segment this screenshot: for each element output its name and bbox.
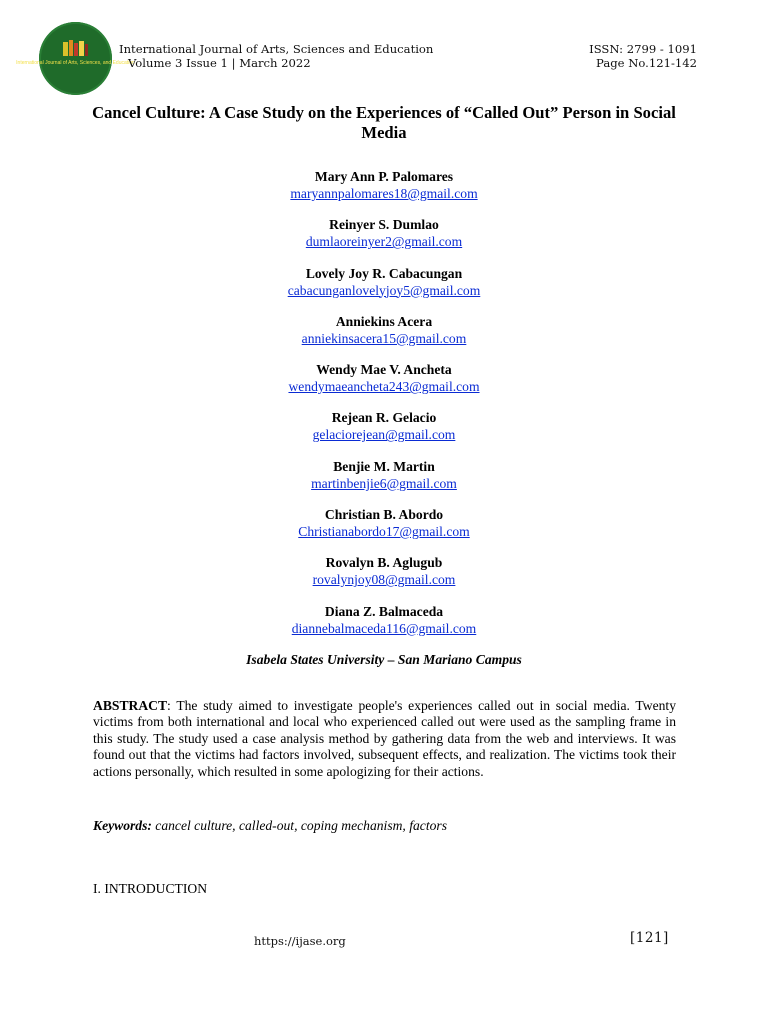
author-email-link[interactable]: cabacunganlovelyjoy5@gmail.com bbox=[287, 282, 481, 298]
author-email-link[interactable]: maryannpalomares18@gmail.com bbox=[290, 186, 478, 201]
author-email-link[interactable]: Christianabordo17@gmail.com bbox=[298, 524, 470, 540]
journal-logo bbox=[16, 22, 135, 95]
author-entry bbox=[0, 410, 768, 458]
author-email-link[interactable]: martinbenjie6@gmail.com bbox=[311, 475, 457, 491]
author-entry bbox=[0, 217, 768, 265]
author-entry bbox=[0, 555, 768, 603]
author-name: Anniekins Acera bbox=[335, 313, 433, 329]
paper-title: Cancel Culture: A Case Study on the Experiences of “Called Out” Person in Social Media bbox=[92, 103, 676, 142]
author-entry bbox=[0, 266, 768, 314]
author-email-link[interactable]: rovalynjoy08@gmail.com bbox=[312, 572, 456, 588]
author-name: Reinyer S. Dumlao bbox=[329, 217, 439, 233]
author-email-link[interactable]: diannebalmaceda116@gmail.com bbox=[291, 620, 477, 636]
abstract bbox=[93, 698, 676, 780]
keywords-text: cancel culture, called-out, coping mechanism, factors bbox=[151, 818, 447, 833]
abstract-text: : The study aimed to investigate people's experiences called out in social media. Twenty victims from both international and local who experienced called out were used as the sampling frame in this study. The study used a case analysis method by gathering data from the web and interviews. It was found out that the victims had factors involved, subsequent effects, and realization. The victims took their actions personally, which resulted in some apologizing for their actions. bbox=[93, 698, 676, 779]
journal-header-right bbox=[589, 42, 697, 70]
author-name: Benjie M. Martin bbox=[333, 458, 435, 474]
author-name: Rovalyn B. Aglugub bbox=[325, 555, 443, 571]
author-entry bbox=[0, 314, 768, 362]
journal-pages: Page No.121-142 bbox=[596, 56, 697, 70]
journal-issn: ISSN: 2799 - 1091 bbox=[589, 42, 697, 56]
affiliation: Isabela States University – San Mariano Campus bbox=[246, 652, 522, 667]
author-entry bbox=[0, 362, 768, 410]
author-entry bbox=[0, 169, 768, 217]
footer-url-link[interactable]: https://ijase.org bbox=[254, 934, 346, 948]
author-entry bbox=[0, 507, 768, 555]
journal-name: International Journal of Arts, Sciences and Education bbox=[119, 42, 434, 56]
keywords bbox=[93, 818, 447, 834]
section-heading: I. INTRODUCTION bbox=[93, 881, 208, 896]
author-name: Diana Z. Balmaceda bbox=[324, 603, 444, 619]
author-email-link[interactable]: anniekinsacera15@gmail.com bbox=[301, 330, 467, 346]
author-name: Wendy Mae V. Ancheta bbox=[316, 362, 452, 378]
author-entry bbox=[0, 604, 768, 652]
author-email-link[interactable]: dumlaoreinyer2@gmail.com bbox=[305, 234, 463, 250]
abstract-label: ABSTRACT bbox=[93, 698, 168, 713]
author-list bbox=[0, 169, 768, 652]
author-name: Rejean R. Gelacio bbox=[331, 410, 437, 426]
author-name: Mary Ann P. Palomares bbox=[314, 169, 454, 184]
author-email-link[interactable]: gelaciorejean@gmail.com bbox=[312, 427, 456, 443]
author-email-link[interactable]: wendymaeancheta243@gmail.com bbox=[288, 379, 480, 395]
keywords-label: Keywords: bbox=[93, 818, 152, 833]
journal-volume: Volume 3 Issue 1 | March 2022 bbox=[128, 56, 311, 70]
journal-header-left bbox=[119, 42, 433, 70]
author-entry bbox=[0, 459, 768, 507]
author-name: Lovely Joy R. Cabacungan bbox=[305, 265, 463, 281]
logo-text: International Journal of Arts, Sciences, and Education bbox=[16, 60, 135, 66]
page-number: [121] bbox=[630, 930, 669, 946]
author-name: Christian B. Abordo bbox=[324, 507, 444, 523]
